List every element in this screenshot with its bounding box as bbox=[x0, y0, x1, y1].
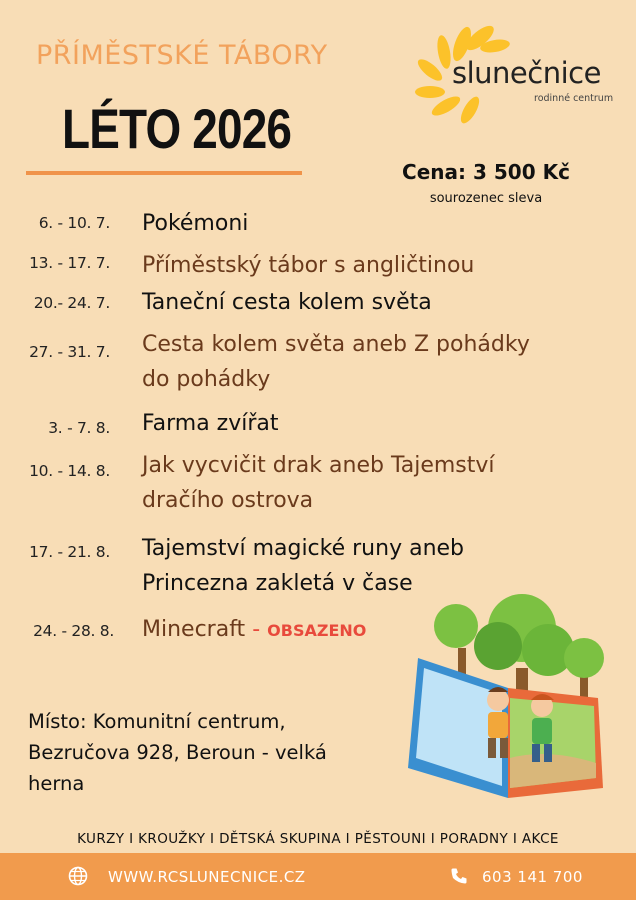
camp-title bbox=[142, 448, 612, 518]
camp-title-line: Princezna zakletá v čase bbox=[142, 571, 413, 596]
camp-title-line: Tajemství magické runy aneb bbox=[142, 536, 465, 561]
poster-subtitle: PŘÍMĚSTSKÉ TÁBORY bbox=[36, 40, 328, 71]
logo-name: slunečnice bbox=[452, 56, 601, 90]
location-line: Místo: Komunitní centrum, bbox=[28, 710, 286, 733]
poster-title: LÉTO 2026 bbox=[62, 97, 292, 160]
camp-dates: 24. - 28. 8. bbox=[33, 622, 114, 640]
camp-title bbox=[142, 206, 612, 241]
camp-title-line: Cesta kolem světa aneb Z pohádky bbox=[142, 332, 530, 357]
camp-dates: 17. - 21. 8. bbox=[29, 543, 110, 561]
phone-icon bbox=[450, 867, 468, 885]
camp-title-line: Taneční cesta kolem světa bbox=[142, 290, 432, 315]
website-link[interactable]: WWW.RCSLUNECNICE.CZ bbox=[108, 868, 306, 886]
title-underline bbox=[26, 171, 302, 175]
camp-title bbox=[142, 406, 612, 441]
logo-subtitle: rodinné centrum bbox=[534, 93, 614, 104]
camp-title-line: Pokémoni bbox=[142, 211, 249, 236]
camp-dates: 10. - 14. 8. bbox=[29, 462, 110, 480]
camp-dates: 27. - 31. 7. bbox=[29, 343, 110, 361]
phone-number[interactable]: 603 141 700 bbox=[482, 868, 583, 886]
camp-title-line: Farma zvířat bbox=[142, 411, 279, 436]
camp-title bbox=[142, 327, 612, 397]
price-label: Cena: 3 500 Kč bbox=[402, 160, 570, 184]
services-tagline: KURZY I KROUŽKY I DĚTSKÁ SKUPINA I PĚSTOUNI I PORADNY I AKCE bbox=[77, 831, 559, 847]
location-line: Bezručova 928, Beroun - velká bbox=[28, 741, 327, 764]
footer-bar bbox=[0, 853, 636, 900]
camp-title bbox=[142, 285, 612, 320]
camp-dates: 3. - 7. 8. bbox=[48, 419, 110, 437]
globe-icon bbox=[68, 866, 88, 886]
camp-title-line: Minecraft bbox=[142, 617, 246, 642]
location-info bbox=[28, 706, 388, 799]
camp-title bbox=[142, 248, 612, 283]
camp-dates: 6. - 10. 7. bbox=[38, 214, 110, 232]
status-dash: - bbox=[252, 617, 261, 642]
price-note: sourozenec sleva bbox=[429, 191, 543, 206]
sold-out-badge: OBSAZENO bbox=[267, 621, 367, 640]
camp-title-line: Příměstský tábor s angličtinou bbox=[142, 253, 475, 278]
kids-book-illustration-icon bbox=[398, 588, 628, 818]
camp-title-line: Jak vycvičit drak aneb Tajemství bbox=[142, 453, 495, 478]
location-line: herna bbox=[28, 772, 85, 795]
camp-dates: 20.- 24. 7. bbox=[33, 294, 110, 312]
camp-dates: 13. - 17. 7. bbox=[29, 254, 110, 272]
camp-title-line: dračího ostrova bbox=[142, 488, 314, 513]
camp-title-line: do pohádky bbox=[142, 367, 271, 392]
